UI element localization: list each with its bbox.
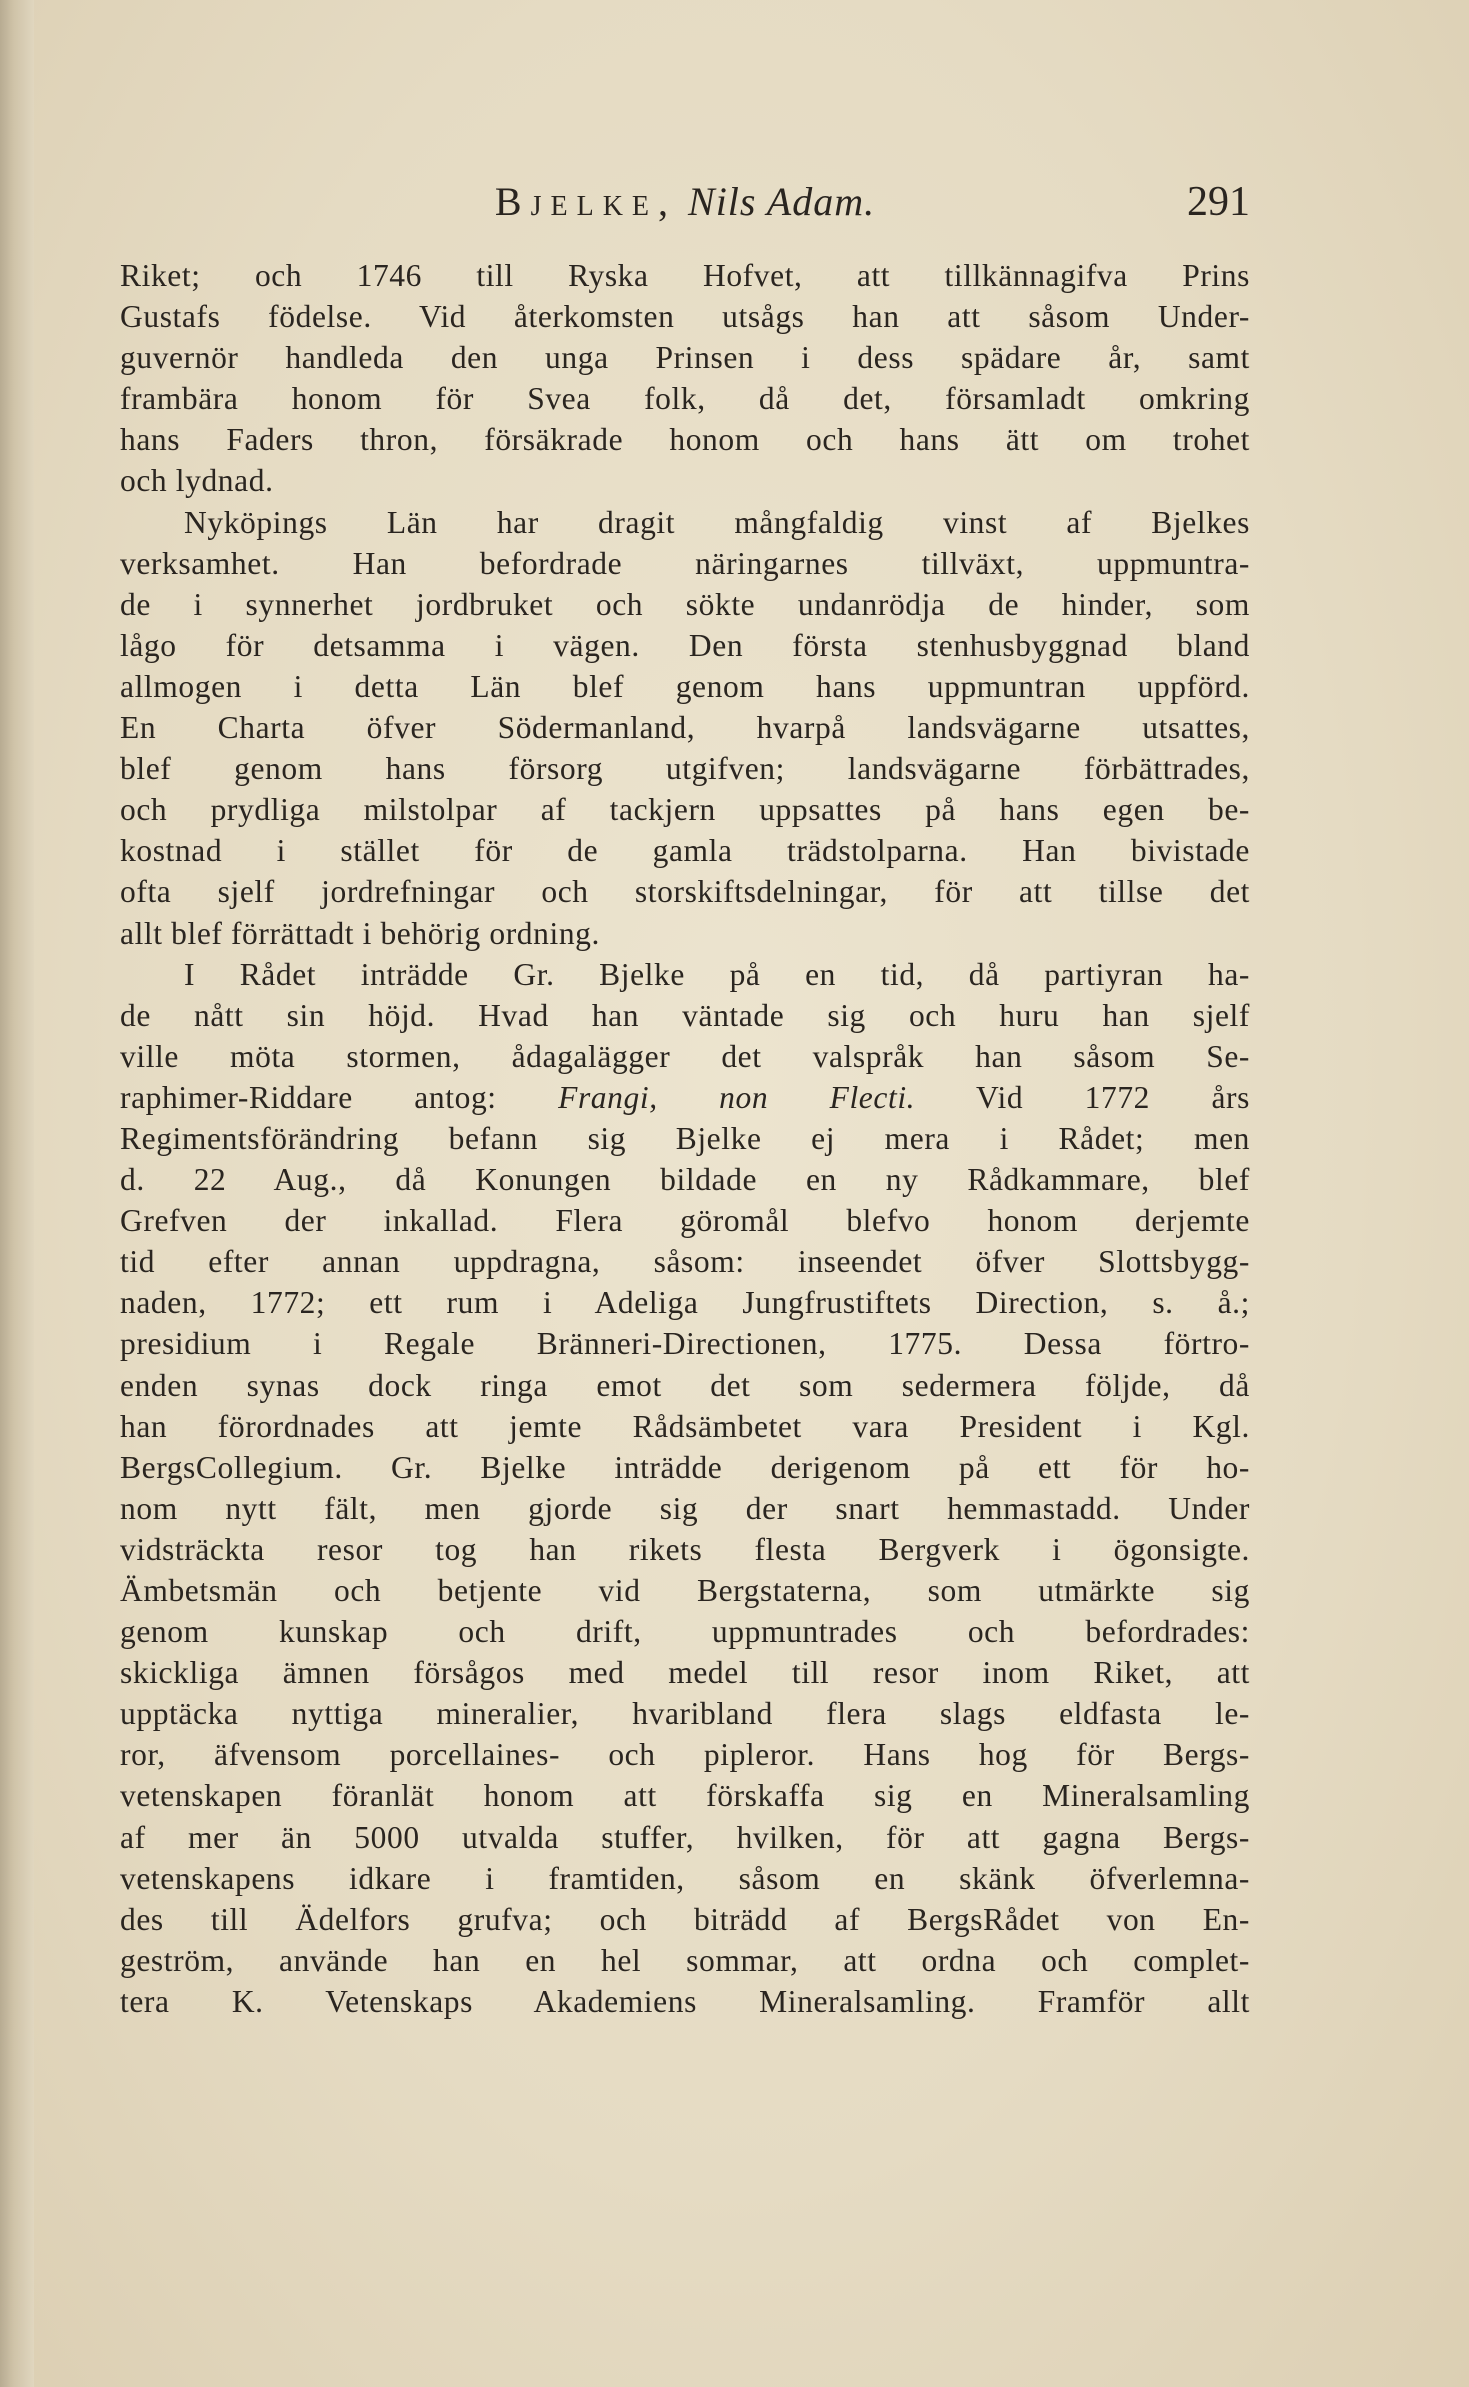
text-line: verksamhet. Han befordrade näringarnes tillväxt, uppmuntra- — [120, 545, 1250, 581]
text-line: tid efter annan uppdragna, såsom: inseendet öfver Slottsbygg- — [120, 1244, 1250, 1280]
text-line: genom kunskap och drift, uppmuntrades och befordrades: — [120, 1614, 1250, 1650]
text-line: naden, 1772; ett rum i Adeliga Jungfrustiftets Direction, s. å.; — [120, 1285, 1250, 1321]
text-line: geström, använde han en hel sommar, att ordna och complet- — [120, 1942, 1250, 1978]
text-line: tera K. Vetenskaps Akademiens Mineralsamling. Framför allt — [120, 1983, 1250, 2019]
text-line: han förordnades att jemte Rådsämbetet vara President i Kgl. — [120, 1408, 1250, 1444]
text-line: vetenskapen föranlät honom att förskaffa sig en Mineralsamling — [120, 1778, 1250, 1814]
motto-text: Frangi, non Flecti. — [558, 1079, 916, 1115]
text-line: ville möta stormen, ådagalägger det valspråk han såsom Se- — [120, 1038, 1250, 1074]
text-line: upptäcka nyttiga mineralier, hvaribland flera slags eldfasta le- — [120, 1696, 1250, 1732]
book-spine-shadow — [0, 0, 34, 2387]
text-line: Riket; och 1746 till Ryska Hofvet, att tillkännagifva Prins — [120, 258, 1250, 293]
text-line: d. 22 Aug., då Konungen bildade en ny Rådkammare, blef — [120, 1162, 1250, 1198]
text-line: enden synas dock ringa emot det som sedermera följde, då — [120, 1367, 1250, 1403]
text-line: hans Faders thron, försäkrade honom och hans ätt om trohet — [120, 422, 1250, 458]
text-line: vetenskapens idkare i framtiden, såsom en skänk öfverlemna- — [120, 1860, 1250, 1896]
text-line: ror, äfvensom porcellaines- och pipleror. Hans hog för Bergs- — [120, 1737, 1250, 1773]
text-line: ofta sjelf jordrefningar och storskiftsdelningar, för att tillse det — [120, 874, 1250, 910]
text-line: allt blef förrättadt i behörig ordning. — [120, 915, 601, 951]
text-line: Gustafs födelse. Vid återkomsten utsågs han att såsom Under- — [120, 299, 1250, 335]
text-line-segment: raphimer-Riddare antog: — [120, 1079, 497, 1115]
text-line: Ämbetsmän och betjente vid Bergstaterna, som utmärkte sig — [120, 1573, 1250, 1608]
text-line: de i synnerhet jordbruket och sökte undanrödja de hinder, som — [120, 586, 1250, 622]
text-line: des till Ädelfors grufva; och biträdd af BergsRådet von En- — [120, 1901, 1250, 1937]
text-line: de nått sin höjd. Hvad han väntade sig och huru han sjelf — [120, 997, 1250, 1033]
text-line: nom nytt fält, men gjorde sig der snart hemmastadd. Under — [120, 1490, 1250, 1526]
page-number: 291 — [1187, 179, 1250, 225]
text-line: Regimentsförändring befann sig Bjelke ej mera i Rådet; men — [120, 1120, 1250, 1156]
text-line: I Rådet inträdde Gr. Bjelke på en tid, då partiyran ha- — [184, 956, 1250, 992]
text-line: allmogen i detta Län blef genom hans uppmuntran uppförd. — [120, 668, 1250, 704]
text-line: Grefven der inkallad. Flera göromål blefvo honom derjemte — [120, 1203, 1250, 1239]
text-line: blef genom hans försorg utgifven; landsvägarne förbättrades, — [120, 751, 1250, 787]
text-line — [120, 1077, 1250, 1118]
text-line: kostnad i stället för de gamla trädstolparna. Han bivistade — [120, 833, 1250, 869]
text-line: vidsträckta resor tog han rikets flesta Bergverk i ögonsigte. — [120, 1531, 1250, 1567]
text-line: lågo för detsamma i vägen. Den första stenhusbyggnad bland — [120, 627, 1250, 663]
text-line: BergsCollegium. Gr. Bjelke inträdde derigenom på ett för ho- — [120, 1449, 1250, 1485]
text-line-segment: Vid 1772 års — [976, 1079, 1250, 1115]
body-text — [120, 255, 1250, 2022]
text-line: skickliga ämnen försågos med medel till resor inom Riket, att — [120, 1655, 1250, 1691]
running-head-given-name: Nils Adam. — [688, 179, 876, 224]
running-head — [120, 177, 1250, 227]
running-head-surname: Bjelke, — [494, 179, 678, 224]
text-line: och lydnad. — [120, 463, 274, 499]
text-line: af mer än 5000 utvalda stuffer, hvilken, för att gagna Bergs- — [120, 1819, 1250, 1855]
text-line: En Charta öfver Södermanland, hvarpå landsvägarne utsattes, — [120, 710, 1250, 746]
page-header — [120, 177, 1250, 227]
text-line: guvernör handleda den unga Prinsen i dess spädare år, samt — [120, 340, 1250, 376]
text-line: frambära honom för Svea folk, då det, församladt omkring — [120, 381, 1250, 417]
text-line: presidium i Regale Bränneri-Directionen, 1775. Dessa förtro- — [120, 1326, 1250, 1362]
text-line: och prydliga milstolpar af tackjern uppsattes på hans egen be- — [120, 792, 1250, 828]
text-line: Nyköpings Län har dragit mångfaldig vinst af Bjelkes — [184, 504, 1250, 540]
